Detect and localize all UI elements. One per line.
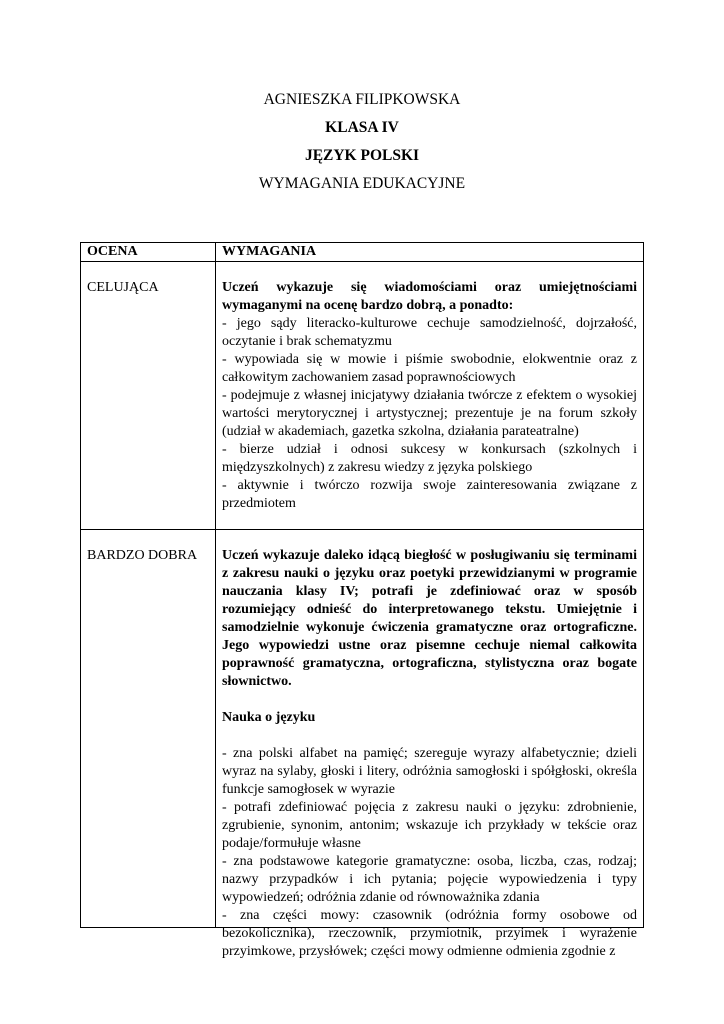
column-header-requirements: WYMAGANIA xyxy=(216,243,644,262)
list-item: - podejmuje z własnej inicjatywy działania twórcze z efektem o wysokiej wartości merytorycznej i artystycznej; prezentuje je na forum szkoły (udział w akademiach, gazetka szkolna, działania parateatralne) xyxy=(222,388,637,439)
table-row xyxy=(81,262,644,530)
requirements-bardzo-dobra xyxy=(216,530,644,959)
grade-celujaca: CELUJĄCA xyxy=(81,262,216,530)
list-item: - jego sądy literacko-kulturowe cechuje samodzielność, dojrzałość, oczytanie i brak schematyzmu xyxy=(222,316,637,349)
table-row xyxy=(81,530,644,928)
requirements-intro: Uczeń wykazuje daleko idącą biegłość w posługiwaniu się terminami z zakresu nauki o języku oraz poetyki przewidzianymi w programie nauczania klasy IV; potrafi je zdefiniować oraz w sposób rozumiejący odnieść do interpretowanego tekstu. Umiejętnie i samodzielnie wykonuje ćwiczenia gramatyczne oraz ortograficzne. Jego wypowiedzi ustne oraz pisemne cechuje niemal całkowita poprawność gramatyczna, ortograficzna, stylistyczna oraz bogate słownictwo. xyxy=(222,548,637,689)
requirements-intro: Uczeń wykazuje się wiadomościami oraz umiejętnościami wymaganymi na ocenę bardzo dobrą, a ponadto: xyxy=(222,280,637,313)
list-item: - zna części mowy: czasownik (odróżnia formy osobowe od bezokolicznika), rzeczownik, przymiotnik, przyimek i wyrażenie przyimkowe, przysłówek; części mowy odmienne odmienia zgodnie z xyxy=(222,908,637,959)
section-title: Nauka o języku xyxy=(222,710,316,725)
document-header xyxy=(0,86,724,198)
requirements-celujaca xyxy=(216,262,644,530)
list-item: - potrafi zdefiniować pojęcia z zakresu nauki o języku: zdrobnienie, zgrubienie, synonim, antonim; wskazuje ich przykłady w tekście oraz podaje/formułuje własne xyxy=(222,800,637,851)
requirements-table xyxy=(80,242,644,959)
author-name: AGNIESZKA FILIPKOWSKA xyxy=(263,91,461,108)
class-label: KLASA IV xyxy=(325,119,399,136)
list-item: - zna podstawowe kategorie gramatyczne: osoba, liczba, czas, rodzaj; nazwy przypadków i ich pytania; pojęcie wypowiedzenia i typy wypowiedzeń; odróżnia zdanie od równoważnika zdania xyxy=(222,854,637,905)
requirements-content xyxy=(222,547,637,959)
column-header-grade: OCENA xyxy=(81,243,216,262)
list-item: - zna polski alfabet na pamięć; szereguje wyrazy alfabetycznie; dzieli wyraz na sylaby, głoski i litery, odróżnia samogłoski i spółgłoski, określa funkcje samogłosek w wyrazie xyxy=(222,746,637,797)
list-item: - bierze udział i odnosi sukcesy w konkursach (szkolnych i międzyszkolnych) z zakresu wiedzy z języka polskiego xyxy=(222,442,637,475)
grade-bardzo-dobra: BARDZO DOBRA xyxy=(81,530,216,928)
list-item: - wypowiada się w mowie i piśmie swobodnie, elokwentnie oraz z całkowitym zachowaniem zasad poprawnościowych xyxy=(222,352,637,385)
list-item: - aktywnie i twórczo rozwija swoje zainteresowania związane z przedmiotem xyxy=(222,478,637,511)
subject-label: JĘZYK POLSKI xyxy=(304,147,420,164)
document-title: WYMAGANIA EDUKACYJNE xyxy=(258,175,466,192)
table-header-row xyxy=(81,243,644,262)
